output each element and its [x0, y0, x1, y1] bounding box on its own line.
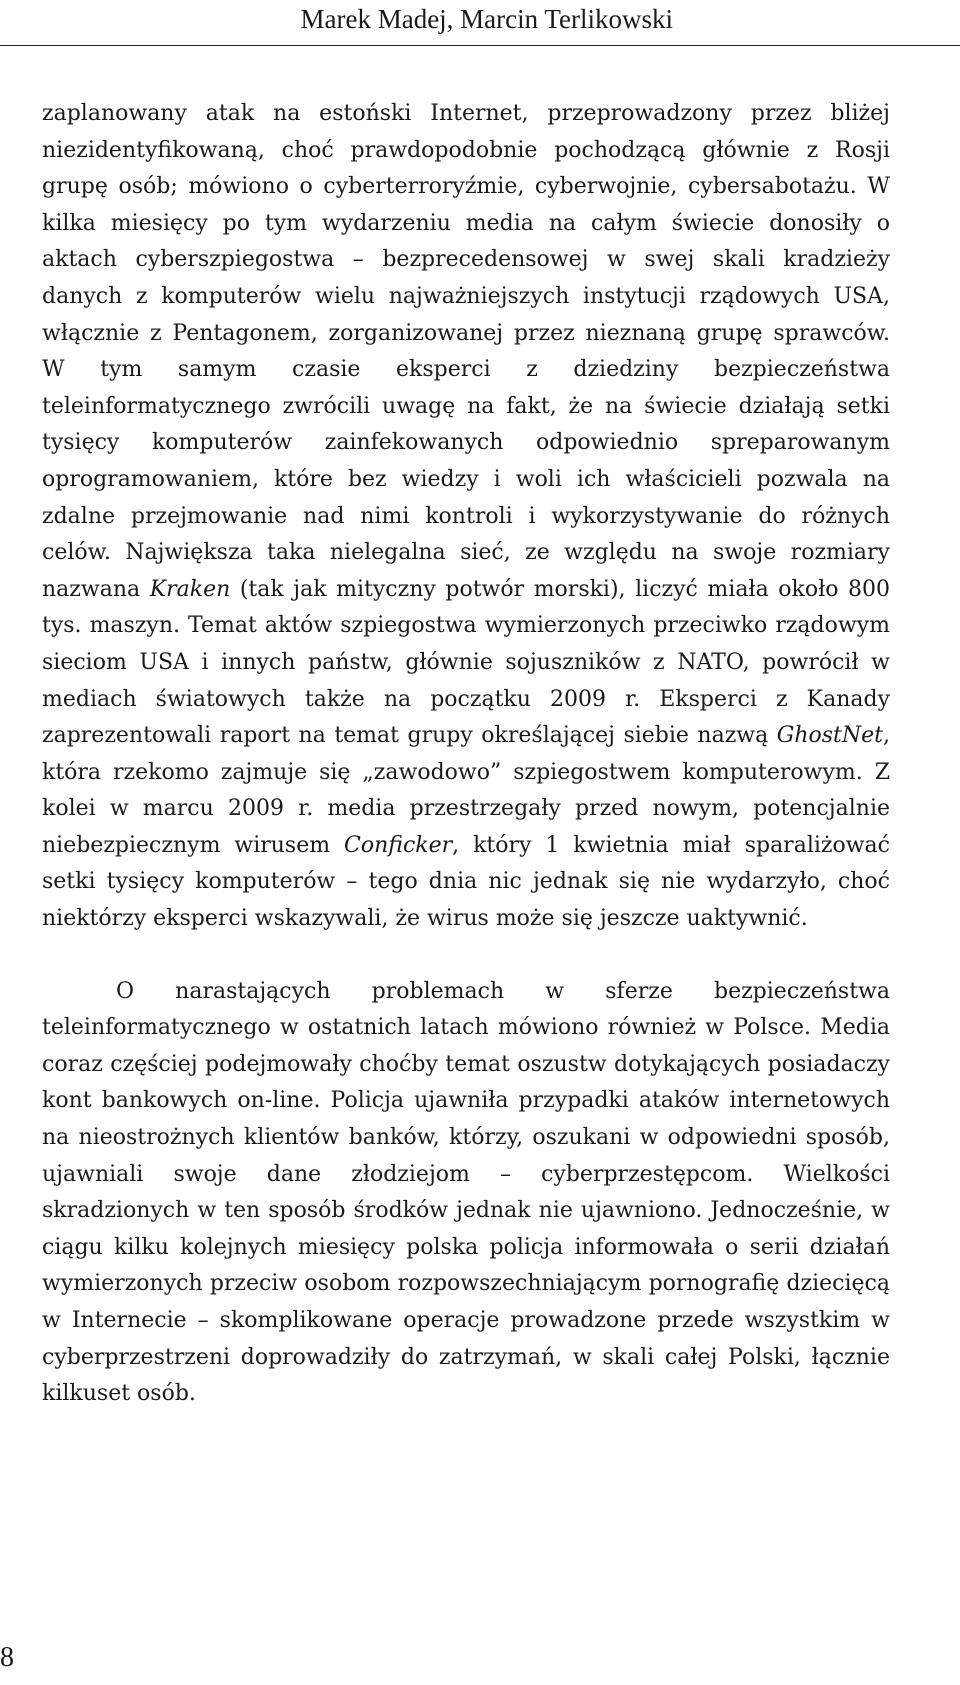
paragraph-1	[42, 96, 890, 938]
paragraph-1-italic-ghostnet: GhostNet	[776, 723, 883, 749]
page-number: 8	[0, 1642, 14, 1673]
paragraph-1-part-4: , który 1 kwietnia miał sparaliżować setki tysięcy komputerów – tego dnia nic jednak się nie wydarzyło, choć niektórzy eksperci wskazywali, że wirus może się jeszcze uaktywnić.	[42, 832, 890, 932]
paragraph-1-part-3: , która rzekomo zajmuje się „zawodowo” szpiegostwem komputerowym. Z kolei w marcu 2009 r. media przestrzegały przed nowym, potencjalnie niebezpiecznym wirusem	[42, 723, 890, 858]
paragraph-1-italic-kraken: Kraken	[149, 576, 231, 602]
header-authors: Marek Madej, Marcin Terlikowski	[300, 4, 673, 34]
paragraph-2: O narastających problemach w sferze bezpieczeństwa teleinformatycznego w ostatnich latach mówiono również w Polsce. Media coraz częściej podejmowały choćby temat oszustw dotykających posiadaczy kont bankowych on-line. Policja ujawniła przypadki ataków internetowych na nieostrożnych klientów banków, którzy, oszukani w odpowiedni sposób, ujawniali swoje dane złodziejom – cyberprzestępcom. Wielkości skradzionych w ten sposób środków jednak nie ujawniono. Jednocześnie, w ciągu kilku kolejnych miesięcy polska policja informowała o serii działań wymierzonych przeciw osobom rozpowszechniającym pornografię dziecięcą w Internecie – skomplikowane operacje prowadzone przede wszystkim w cyberprzestrzeni doprowadziły do zatrzymań, w skali całej Polski, łącznie kilkuset osób.	[42, 978, 890, 1407]
paragraph-1-part-2: (tak jak mityczny potwór morski), liczyć miała około 800 tys. maszyn. Temat aktów szpiegostwa wymierzonych przeciwko rządowym sieciom USA i innych państw, głównie sojuszników z NATO, powrócił w mediach światowych także na początku 2009 r. Eksperci z Kanady zaprezentowali raport na temat grupy określającej siebie nazwą	[42, 576, 891, 749]
paragraph-1-part-1: zaplanowany atak na estoński Internet, przeprowadzony przez bliżej niezidentyfikowaną, choć prawdopodobnie pochodzącą głównie z Rosji grupę osób; mówiono o cyberterroryźmie, cyberwojnie, cybersabotażu. W kilka miesięcy po tym wydarzeniu media na całym świecie donosiły o aktach cyberszpiegostwa – bezprecedensowej w swej skali kradzieży danych z komputerów wielu najważniejszych instytucji rządowych USA, włącznie z Pentagonem, zorganizowanej przez nieznaną grupę sprawców. W tym samym czasie eksperci z dziedziny bezpieczeństwa teleinformatycznego zwrócili uwagę na fakt, że na świecie działają setki tysięcy komputerów zainfekowanych odpowiednio spreparowanym oprogramowaniem, które bez wiedzy i woli ich właścicieli pozwala na zdalne przejmowanie nad nimi kontroli i wykorzystywanie do różnych celów. Największa taka nielegalna sieć, ze względu na swoje rozmiary nazwana	[42, 101, 890, 602]
body-text	[42, 96, 890, 1413]
paragraph-1-italic-conficker: Conficker	[344, 832, 453, 858]
running-header	[0, 0, 960, 46]
